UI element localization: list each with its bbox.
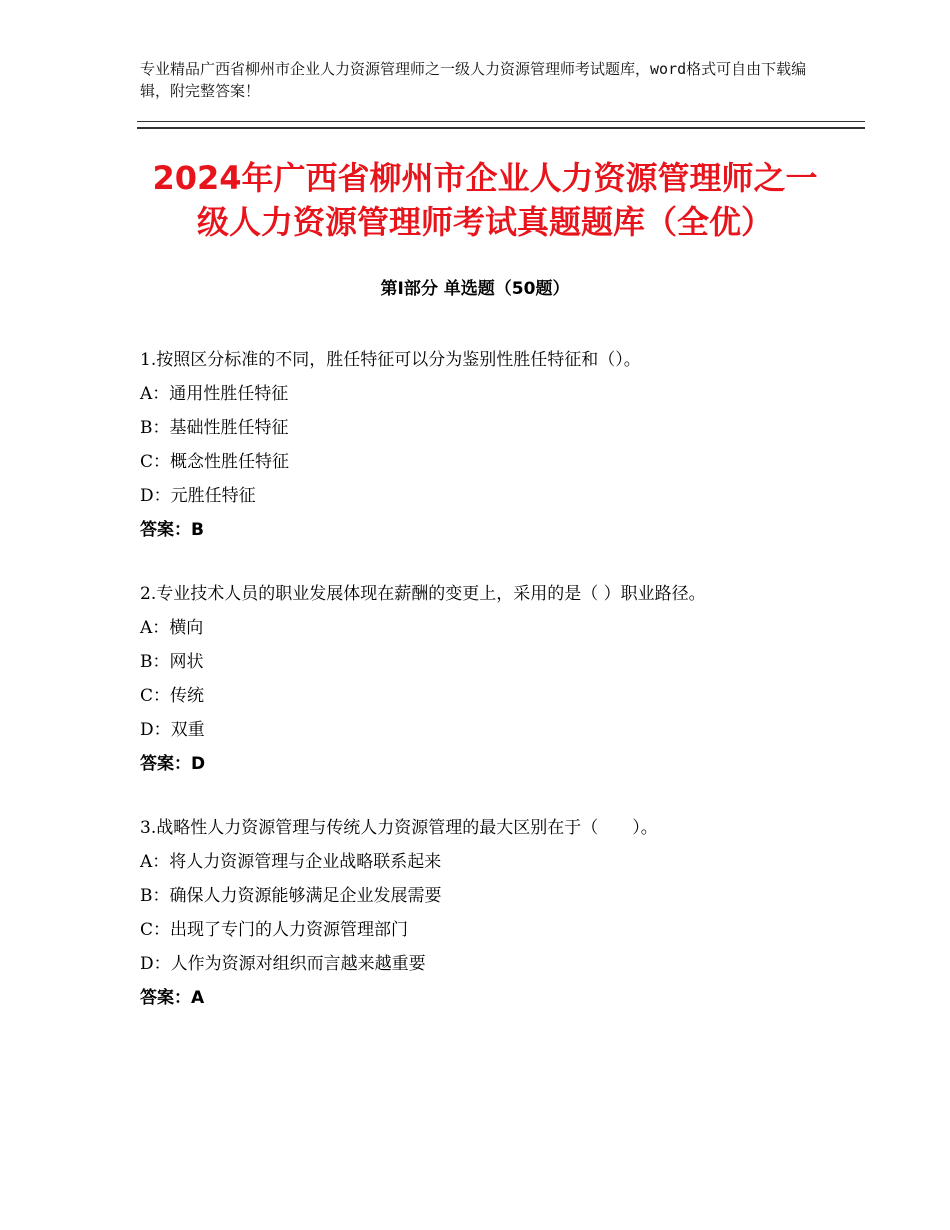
option-d: D：人作为资源对组织而言越来越重要 bbox=[140, 954, 426, 974]
option-d: D：双重 bbox=[140, 720, 205, 740]
question-item bbox=[140, 577, 820, 781]
question-item bbox=[140, 343, 820, 547]
question-item bbox=[140, 811, 820, 1015]
question-stem: 3.战略性人力资源管理与传统人力资源管理的最大区别在于（ ）。 bbox=[140, 818, 658, 838]
option-c: C：概念性胜任特征 bbox=[140, 452, 290, 472]
document-title: 2024年广西省柳州市企业人力资源管理师之一级人力资源管理师考试真题题库（全优） bbox=[152, 159, 818, 241]
section-heading: 第Ⅰ部分 单选题（50题） bbox=[380, 279, 570, 299]
option-c: C：传统 bbox=[140, 686, 205, 706]
option-a: A：将人力资源管理与企业战略联系起来 bbox=[140, 852, 442, 872]
option-b: B：网状 bbox=[140, 652, 204, 672]
header-note: 专业精品广西省柳州市企业人力资源管理师之一级人力资源管理师考试题库，word格式可自由下载编辑，附完整答案！ bbox=[140, 60, 807, 100]
question-stem: 1.按照区分标准的不同，胜任特征可以分为鉴别性胜任特征和（）。 bbox=[140, 350, 641, 370]
header-divider bbox=[137, 121, 865, 129]
option-d: D：元胜任特征 bbox=[140, 486, 256, 506]
option-a: A：横向 bbox=[140, 618, 204, 638]
question-list bbox=[140, 343, 820, 1045]
option-a: A：通用性胜任特征 bbox=[140, 384, 289, 404]
answer-line: 答案：B bbox=[140, 520, 204, 540]
option-b: B：确保人力资源能够满足企业发展需要 bbox=[140, 886, 442, 906]
question-stem: 2.专业技术人员的职业发展体现在薪酬的变更上，采用的是（ ）职业路径。 bbox=[140, 584, 706, 604]
answer-line: 答案：A bbox=[140, 988, 205, 1008]
option-b: B：基础性胜任特征 bbox=[140, 418, 289, 438]
answer-line: 答案：D bbox=[140, 754, 206, 774]
option-c: C：出现了专门的人力资源管理部门 bbox=[140, 920, 409, 940]
